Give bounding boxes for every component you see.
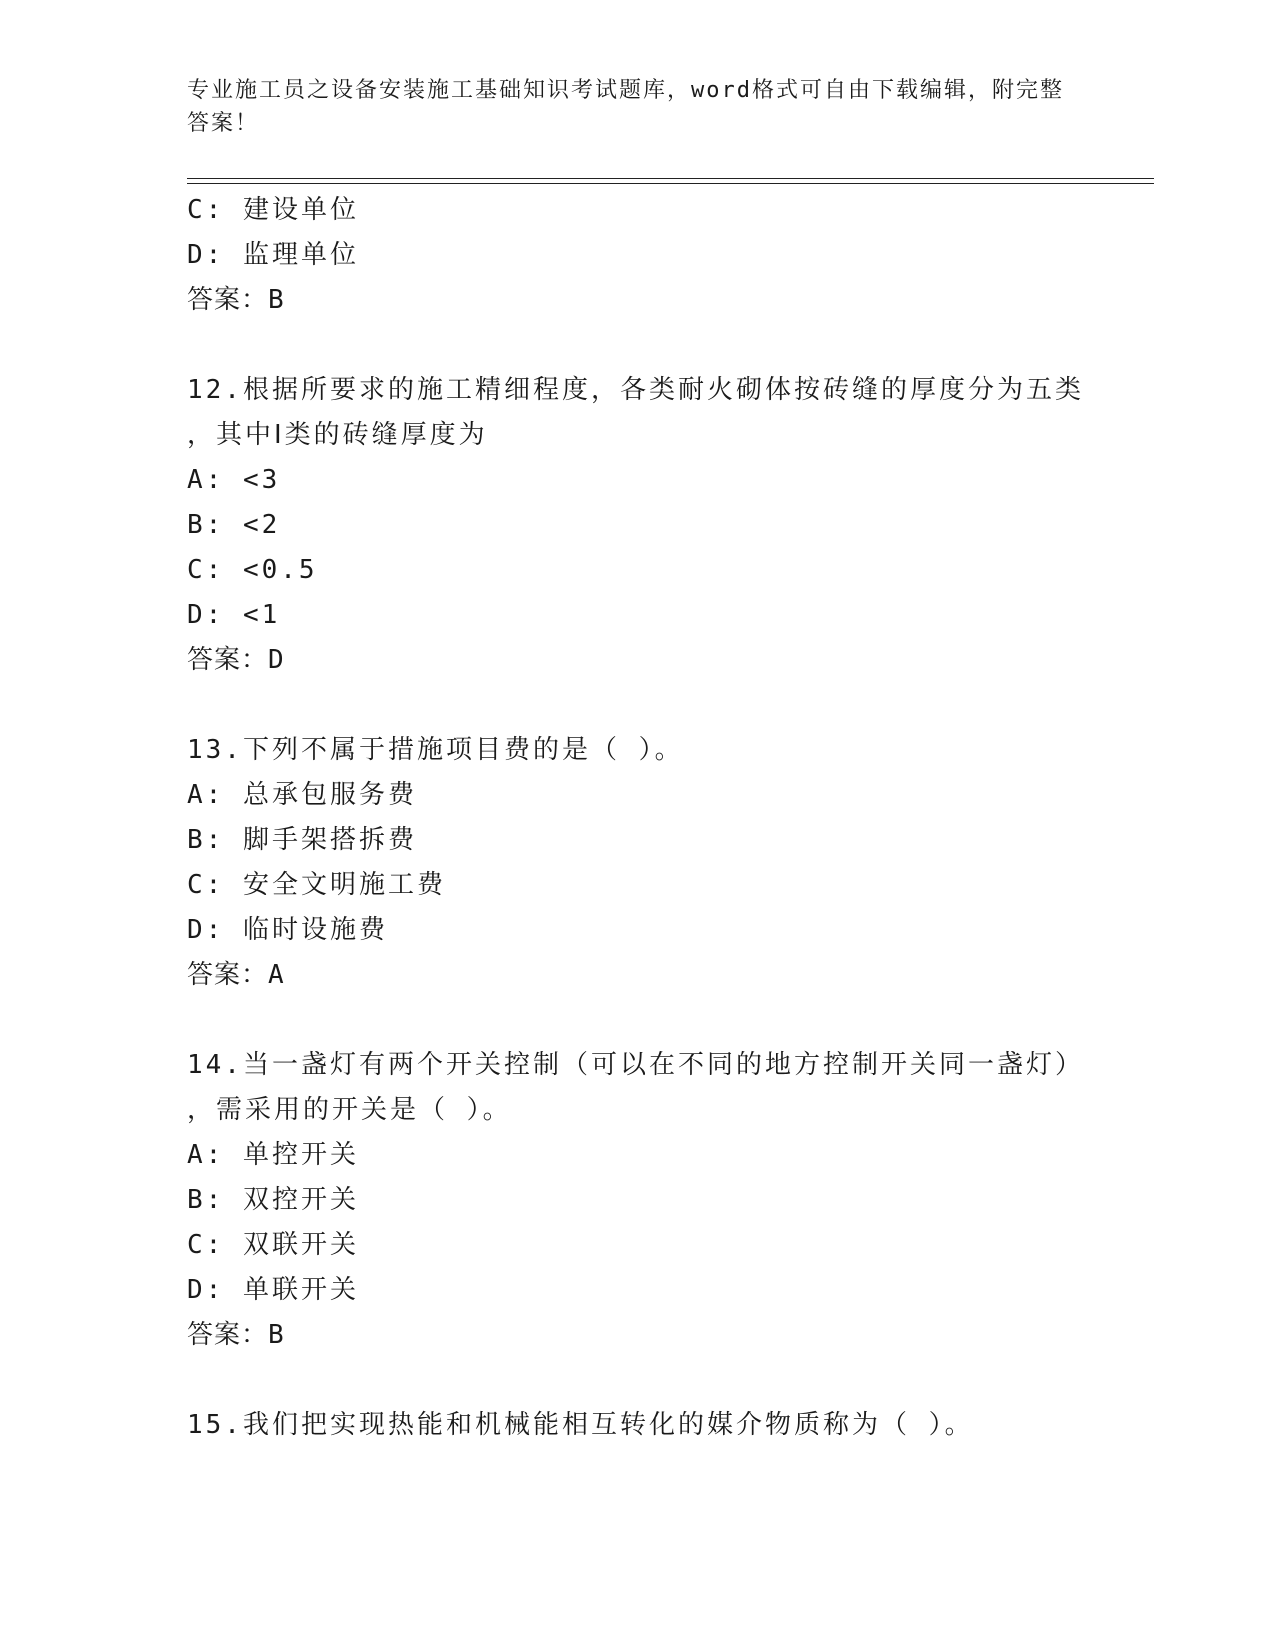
answer-line: 答案：B	[187, 1320, 285, 1350]
document-header: 专业施工员之设备安装施工基础知识考试题库，word格式可自由下载编辑，附完整答案！	[187, 78, 1064, 136]
question-12-continued: ，其中Ⅰ类的砖缝厚度为	[187, 420, 488, 450]
option-d: D: 监理单位	[187, 240, 359, 270]
option-a: A: 单控开关	[187, 1140, 359, 1170]
question-13: 13.下列不属于措施项目费的是（ ）。	[187, 735, 684, 765]
option-d: D: <1	[187, 600, 281, 630]
answer-line: 答案：D	[187, 645, 285, 675]
option-c: C: 建设单位	[187, 195, 359, 225]
option-a: A: 总承包服务费	[187, 780, 417, 810]
option-d: D: 临时设施费	[187, 915, 388, 945]
header-rule-top	[187, 178, 1154, 179]
question-14: 14.当一盏灯有两个开关控制（可以在不同的地方控制开关同一盏灯）	[187, 1050, 1084, 1080]
question-15: 15.我们把实现热能和机械能相互转化的媒介物质称为（ ）。	[187, 1410, 974, 1440]
option-b: B: 脚手架搭拆费	[187, 825, 417, 855]
answer-line: 答案：B	[187, 285, 285, 315]
option-b: B: <2	[187, 510, 281, 540]
question-12: 12.根据所要求的施工精细程度，各类耐火砌体按砖缝的厚度分为五类	[187, 375, 1084, 405]
question-14-continued: ，需采用的开关是（ ）。	[187, 1095, 512, 1125]
option-b: B: 双控开关	[187, 1185, 359, 1215]
option-a: A: <3	[187, 465, 281, 495]
option-c: C: <0.5	[187, 555, 318, 585]
option-d: D: 单联开关	[187, 1275, 359, 1305]
option-c: C: 双联开关	[187, 1230, 359, 1260]
option-c: C: 安全文明施工费	[187, 870, 446, 900]
answer-line: 答案：A	[187, 960, 285, 990]
header-rule-bottom	[187, 183, 1154, 184]
